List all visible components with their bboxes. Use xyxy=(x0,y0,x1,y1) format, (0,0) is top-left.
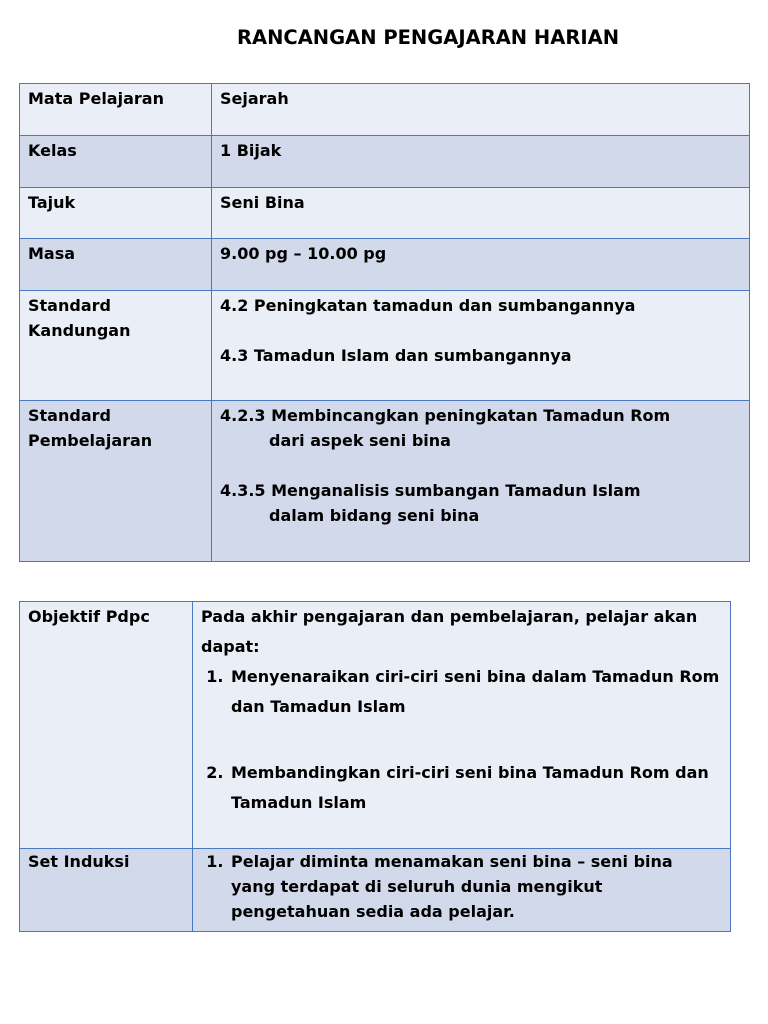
row-label-objektif: Objektif Pdpc xyxy=(20,602,193,849)
table-row xyxy=(20,84,750,136)
table-row xyxy=(20,291,750,401)
standard-pembelajaran-item-cont: dalam bidang seni bina xyxy=(269,506,480,525)
list-item: 1. Pelajar diminta menamakan seni bina – seni bina yang terdapat di seluruh dunia mengikut pengetahuan sedia ada pelajar. xyxy=(229,849,722,924)
row-value-kelas: 1 Bijak xyxy=(212,136,750,188)
objektif-list xyxy=(201,662,722,818)
table-row xyxy=(20,401,750,562)
row-value-tajuk: Seni Bina xyxy=(212,188,750,239)
lesson-activity-table xyxy=(19,601,731,932)
standard-pembelajaran-item: 4.2.3 Membincangkan peningkatan Tamadun Rom xyxy=(220,406,671,425)
row-value-mata-pelajaran: Sejarah xyxy=(212,84,750,136)
label-line: Standard xyxy=(28,406,111,425)
lesson-info-table xyxy=(19,83,750,562)
standard-kandungan-item: 4.2 Peningkatan tamadun dan sumbangannya xyxy=(220,296,636,315)
label-line: Kandungan xyxy=(28,321,131,340)
row-label-masa: Masa xyxy=(20,239,212,291)
row-value-set-induksi xyxy=(193,849,731,932)
row-label-set-induksi: Set Induksi xyxy=(20,849,193,932)
row-label-kelas: Kelas xyxy=(20,136,212,188)
label-line: Pembelajaran xyxy=(28,431,153,450)
table-row xyxy=(20,136,750,188)
table-row xyxy=(20,602,731,849)
table-row xyxy=(20,188,750,239)
list-item: 2. Membandingkan ciri-ciri seni bina Tamadun Rom dan Tamadun Islam xyxy=(229,758,722,818)
row-label-standard-kandungan xyxy=(20,291,212,401)
row-label-tajuk: Tajuk xyxy=(20,188,212,239)
label-line: Standard xyxy=(28,296,111,315)
row-value-objektif xyxy=(193,602,731,849)
page-title: RANCANGAN PENGAJARAN HARIAN xyxy=(236,26,620,49)
row-value-standard-kandungan xyxy=(212,291,750,401)
table-row xyxy=(20,849,731,932)
standard-pembelajaran-item-cont: dari aspek seni bina xyxy=(269,431,451,450)
standard-pembelajaran-item: 4.3.5 Menganalisis sumbangan Tamadun Islam xyxy=(220,481,641,500)
row-label-mata-pelajaran: Mata Pelajaran xyxy=(20,84,212,136)
row-value-masa: 9.00 pg – 10.00 pg xyxy=(212,239,750,291)
objektif-intro: Pada akhir pengajaran dan pembelajaran, pelajar akan dapat: xyxy=(201,607,698,656)
row-value-standard-pembelajaran xyxy=(212,401,750,562)
row-label-standard-pembelajaran xyxy=(20,401,212,562)
table-row xyxy=(20,239,750,291)
list-item: 1. Menyenaraikan ciri-ciri seni bina dalam Tamadun Rom dan Tamadun Islam xyxy=(229,662,722,722)
standard-kandungan-item: 4.3 Tamadun Islam dan sumbangannya xyxy=(220,346,572,365)
set-induksi-list xyxy=(201,849,722,924)
